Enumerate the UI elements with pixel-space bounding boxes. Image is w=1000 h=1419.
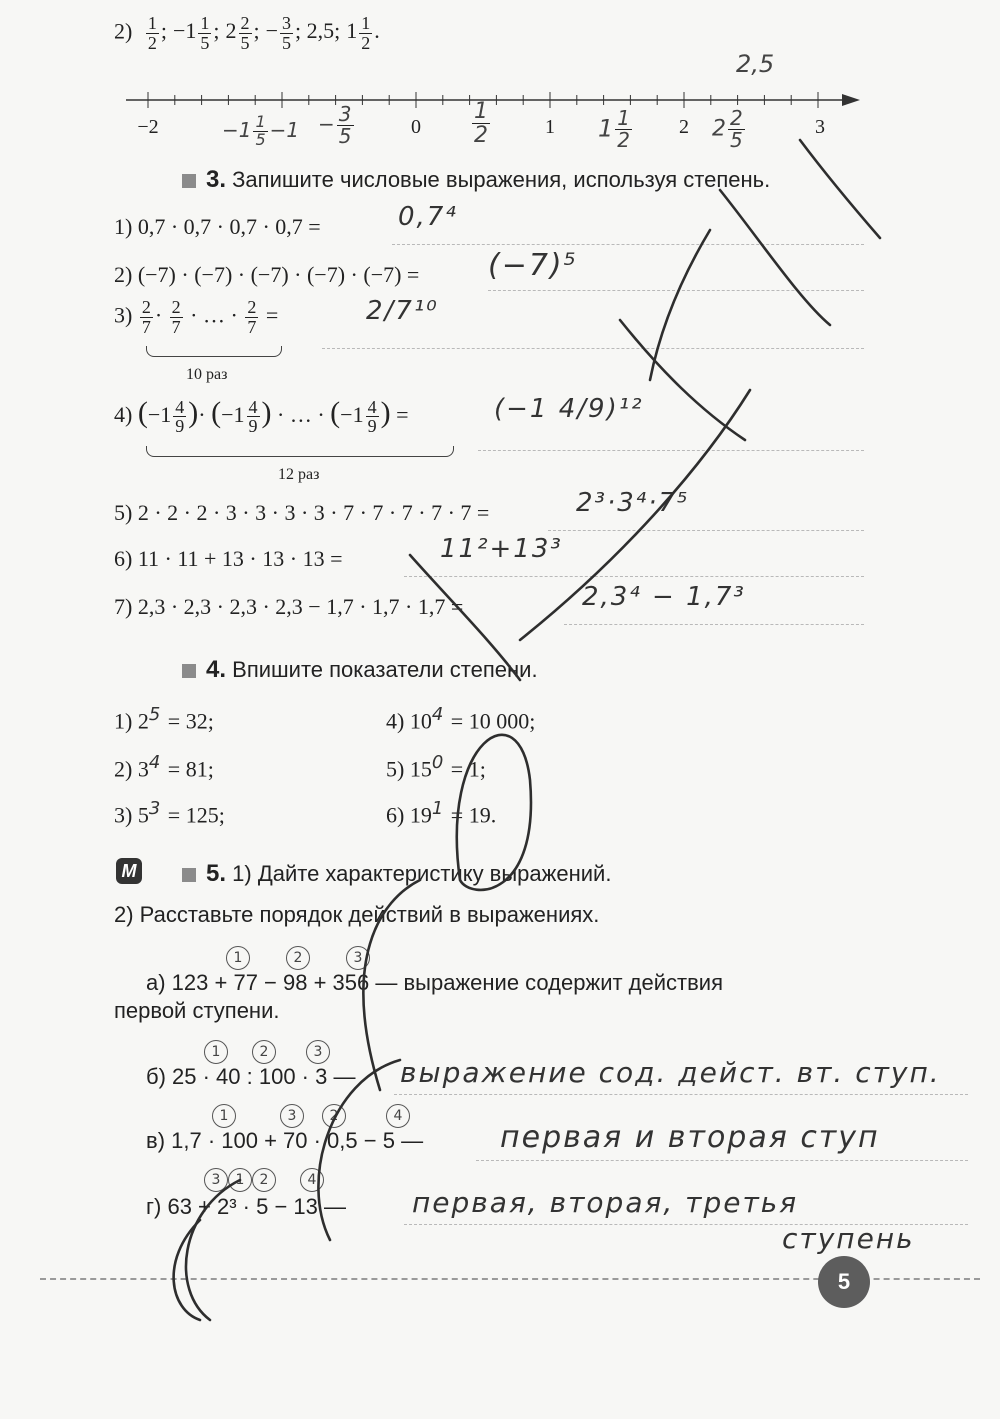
task3-answer-5: 2³·3⁴·7⁵ xyxy=(576,488,690,518)
task3-item-6: 6) 11 · 11 + 13 · 13 · 13 = xyxy=(114,546,343,571)
task5-title: 1) Дайте характеристику выражений. xyxy=(232,861,612,886)
task5-c-label: в) 1,7 · 100 + 70 · 0,5 − 5 — xyxy=(146,1128,424,1153)
order-d: 3 1 2 4 xyxy=(204,1168,324,1192)
task4-title: Впишите показатели степени. xyxy=(232,657,538,682)
task5-c-answer: первая и вторая ступ xyxy=(500,1120,880,1155)
task5-subtitle: 2) Расставьте порядок действий в выражениях. xyxy=(114,902,600,927)
task5-d-label: г) 63 + 2³ · 5 − 13 — xyxy=(146,1194,347,1219)
task4-item-5: 5) $15^0 = 1$; xyxy=(386,752,486,782)
task4-header: 4. Впишите показатели степени. xyxy=(182,656,538,684)
order-b: 1 2 3 xyxy=(204,1040,330,1064)
tick-label-2: 2 xyxy=(679,116,689,138)
task5-d-answer: первая, вторая, третья xyxy=(412,1186,799,1219)
hw-label-2-2-5: 2 $\frac{2}{5}$ xyxy=(712,106,743,152)
task3-item-5: 5) 2 · 2 · 2 · 3 · 3 · 3 · 3 · 7 · 7 · 7 · 7 · 7 = xyxy=(114,500,490,525)
task3-answer-1: 0,7⁴ xyxy=(398,202,458,232)
task5-d-answer-2: ступень xyxy=(782,1222,915,1255)
task3-item-2: 2) (−7) · (−7) · (−7) · (−7) · (−7) = xyxy=(114,262,420,287)
task4-item-4: 4) $10^4 = 10$ 000; xyxy=(386,704,536,734)
task5-a-line1: а) 123 + 77 − 98 + 356 — выражение содержит действия xyxy=(146,970,724,995)
task3-header: 3. Запишите числовые выражения, используя степень. xyxy=(182,166,770,194)
task3-answer-3: 2/7¹⁰ xyxy=(366,296,439,326)
meta-subject-icon: М xyxy=(116,858,142,884)
task5-a-line2: первой ступени. xyxy=(114,998,280,1023)
task4-item-6: 6) $19^1 = 19$. xyxy=(386,798,497,828)
task3-item-4: 4) (−1 $\frac{4}{9}$ )· (−1 $\frac{4}{9}$ ) · … · (−1 $\frac{4}{9}$ ) = xyxy=(114,396,409,437)
task4-item-3: 3) $5^3 = 125$; xyxy=(114,798,225,828)
task3-answer-2: (−7)⁵ xyxy=(488,248,578,283)
task3-item-7: 7) 2,3 · 2,3 · 2,3 · 2,3 − 1,7 · 1,7 · 1,7 = xyxy=(114,594,464,619)
fraction-item: −1 $\frac{1}{5}$ ; xyxy=(172,13,220,53)
task3-answer-4: (−1 4/9)¹² xyxy=(494,394,644,424)
order-c: 1 3 2 4 xyxy=(212,1104,410,1128)
task5-b-label: б) 25 · 40 : 100 · 3 — xyxy=(146,1064,356,1089)
task3-item-1: 1) 0,7 · 0,7 · 0,7 · 0,7 = xyxy=(114,214,321,239)
task4-item-2: 2) $3^4 = 81$; xyxy=(114,752,214,782)
fraction-item: $\frac{1}{2}$ ; xyxy=(147,13,167,53)
tick-label-3: 3 xyxy=(815,116,825,138)
tick-label-1: 1 xyxy=(545,116,555,138)
hw-label-2-5: 2,5 xyxy=(736,50,775,78)
fraction-item: 1 $\frac{1}{2}$ . xyxy=(346,13,380,53)
task3-answer-6: 11²+13³ xyxy=(440,534,563,564)
hw-label-1-1-2: 1 $\frac{1}{2}$ xyxy=(598,106,631,152)
task5-b-answer: выражение сод. дейст. вт. ступ. xyxy=(400,1056,941,1089)
item-label: 2) xyxy=(114,18,133,44)
task3-item-3: 3) $\frac{2}{7}$ · $\frac{2}{7}$ · … · $\frac{2}{7}$ = xyxy=(114,297,279,337)
task5-header: 5. 1) Дайте характеристику выражений. xyxy=(182,860,611,888)
hw-label-minus-3-5: − $\frac{3}{5}$ xyxy=(318,102,352,148)
page-number: 5 xyxy=(818,1256,870,1308)
brace-label-12: 12 раз xyxy=(278,466,320,483)
order-a: 1 2 3 xyxy=(226,946,370,970)
hw-label-1-2: $\frac{1}{2}$ xyxy=(474,99,488,149)
tick-label-minus2: −2 xyxy=(137,116,159,138)
hw-label-minus-1-1-5: −1 $\frac{1}{5}$ −1 xyxy=(222,112,300,149)
task3-answer-7: 2,3⁴ − 1,7³ xyxy=(582,582,746,612)
fraction-item: − $\frac{3}{5}$ ; 2,5; xyxy=(265,13,341,53)
task4-item-1: 1) $2^5 = 32$; xyxy=(114,704,214,734)
tick-label-0: 0 xyxy=(411,116,421,138)
brace-label-10: 10 раз xyxy=(186,366,228,383)
fraction-item: 2 $\frac{2}{5}$ ; xyxy=(225,13,260,53)
task3-title: Запишите числовые выражения, используя степень. xyxy=(232,167,771,192)
